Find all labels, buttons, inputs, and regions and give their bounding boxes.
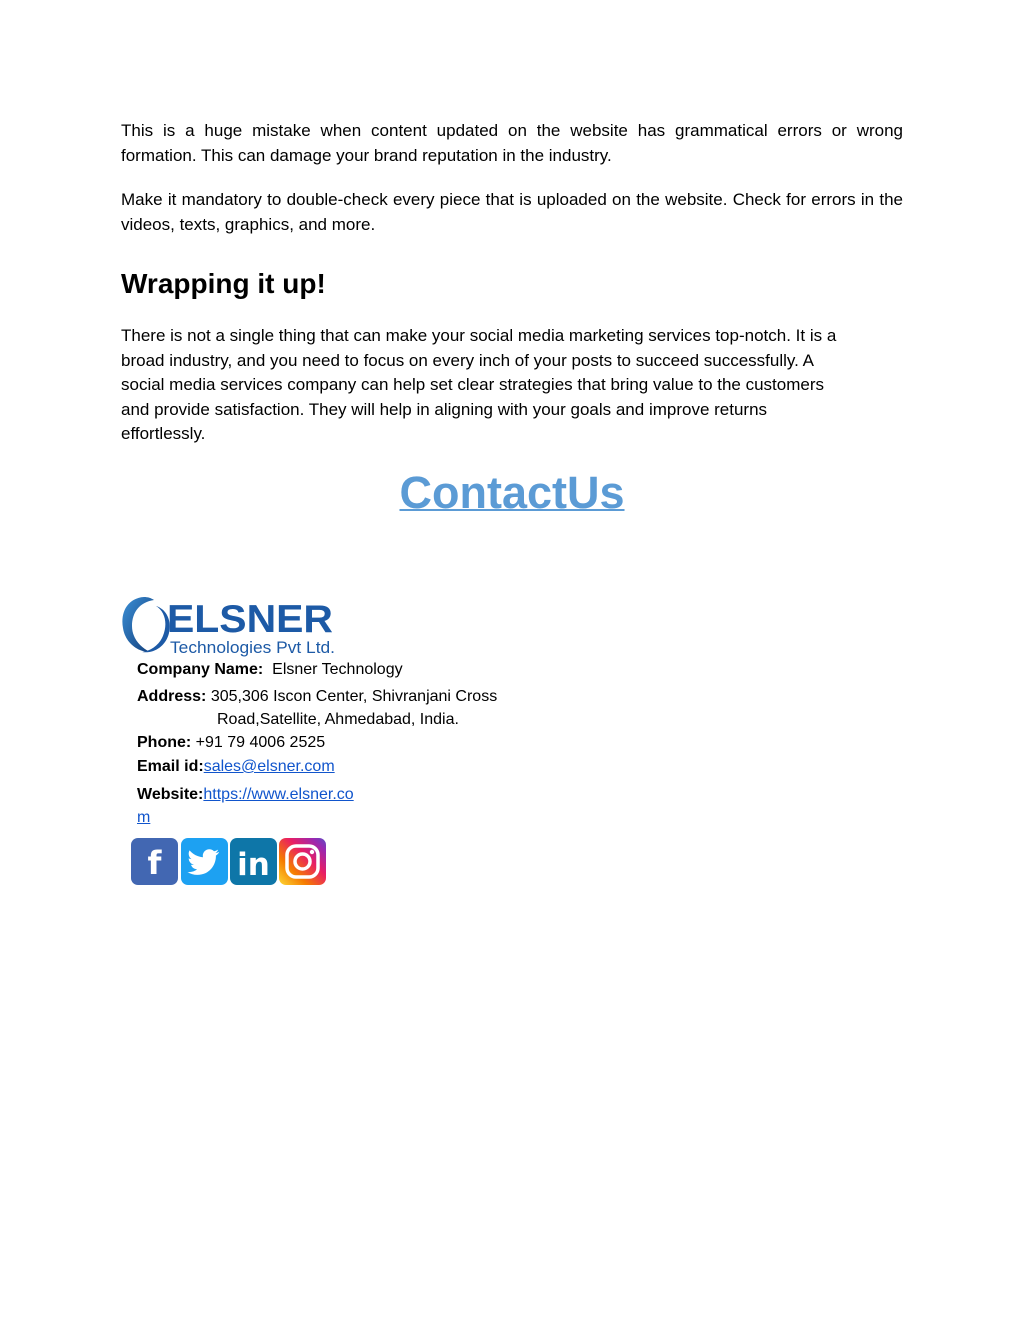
website-row-continued: [137, 807, 150, 829]
company-name-row: [137, 659, 403, 681]
svg-text:in: in: [237, 847, 270, 883]
logo-brand-text: ELSNER: [167, 598, 333, 641]
conclusion-line: There is not a single thing that can make your social media marketing services top-notch. It is a: [121, 326, 837, 345]
website-label: Website:: [137, 786, 204, 803]
website-link-continued[interactable]: m: [137, 809, 151, 826]
section-heading: Wrapping it up!: [121, 268, 326, 299]
email-link[interactable]: sales@elsner.com: [203, 758, 335, 775]
linkedin-icon[interactable]: [230, 838, 277, 885]
conclusion-line: effortlessly.: [121, 424, 206, 443]
company-name-value: Elsner Technology: [272, 661, 403, 678]
phone-row: [137, 732, 325, 754]
twitter-icon[interactable]: [181, 838, 228, 885]
advice-paragraph: Make it mandatory to double-check every piece that is uploaded on the website. Check for errors in the videos, texts, graphics, and more.: [121, 190, 903, 234]
conclusion-line: social media services company can help set clear strategies that bring value to the customers: [121, 375, 825, 394]
logo-tagline-text: Technologies Pvt Ltd.: [170, 638, 335, 657]
elsner-logo-graphic: [120, 592, 340, 658]
svg-text:f: f: [147, 844, 162, 882]
address-label: Address:: [137, 688, 207, 705]
email-row: [137, 756, 335, 778]
conclusion-paragraph: [121, 324, 903, 447]
facebook-icon[interactable]: [131, 838, 178, 885]
elsner-logo: [120, 592, 340, 658]
company-name-label: Company Name:: [137, 661, 264, 678]
instagram-icon[interactable]: [279, 838, 326, 885]
intro-paragraph: This is a huge mistake when content updated on the website has grammatical errors or wrong formation. This can damage your brand reputation in the industry.: [121, 121, 903, 165]
address-line1: 305,306 Iscon Center, Shivranjani Cross: [210, 688, 498, 705]
phone-label: Phone:: [137, 734, 192, 751]
phone-value: +91 79 4006 2525: [195, 734, 326, 751]
contact-us-link[interactable]: ContactUs: [399, 467, 625, 518]
contact-us-block: [0, 465, 1024, 521]
conclusion-line: and provide satisfaction. They will help in aligning with your goals and improve returns: [121, 399, 768, 419]
address-line2: Road,Satellite, Ahmedabad, India.: [217, 711, 459, 728]
email-label: Email id:: [137, 758, 204, 775]
conclusion-line: broad industry, and you need to focus on every inch of your posts to succeed successfully. A: [121, 350, 814, 370]
website-link[interactable]: https://www.elsner.co: [203, 786, 354, 803]
address-row: [137, 686, 497, 708]
website-row: [137, 784, 354, 806]
